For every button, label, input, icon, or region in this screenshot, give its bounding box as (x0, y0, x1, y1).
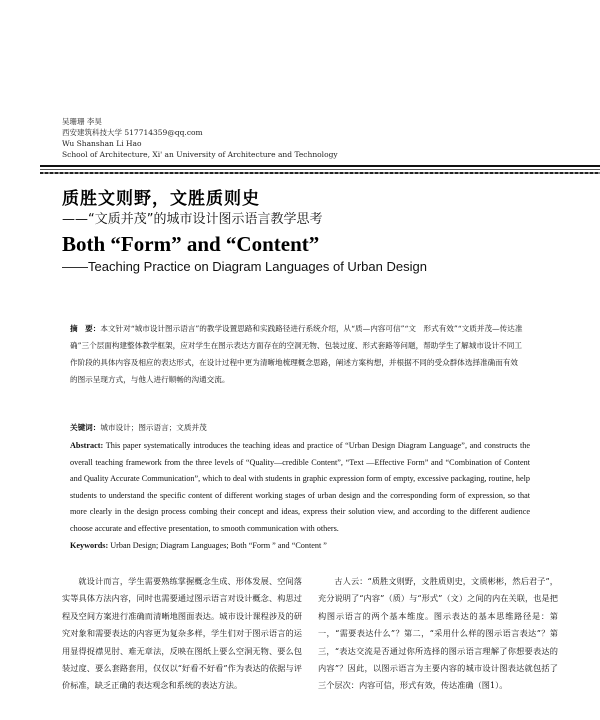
keywords-en-label: Keywords: (70, 541, 109, 550)
keywords-cn (70, 422, 207, 433)
subtitle-en: ——Teaching Practice on Diagram Languages of Urban Design (62, 259, 427, 274)
keywords-en (70, 541, 327, 550)
header-rule-thick (40, 165, 600, 167)
abstract-en (70, 438, 530, 538)
header-rule-thin (40, 169, 600, 170)
keywords-cn-text: 城市设计；图示语言；文质并茂 (100, 423, 207, 432)
body-column-left (62, 573, 302, 695)
body-paragraph-right: 古人云：“质胜文则野，文胜质则史，文质彬彬，然后君子”，充分说明了“内容”（质）与“形式”（文）之间的内在关联，也是把构图示语言的两个基本维度。图示表达的基本思维路径是：第一，“需要表达什么”？第二，“采用什么样的图示语言表达”？第三，“表达交流是否通过你所选择的图示语言理解了你想要表达的内容”？因此，以图示语言为主要内容的城市设计图表达就包括了三个层次：内容可信，形式有效，传达准确（图1）。 (318, 576, 558, 691)
author-names-cn: 吴珊珊 李昊 (62, 117, 102, 126)
affiliation-cn: 西安建筑科技大学 517714359@qq.com (62, 128, 203, 137)
abstract-cn-label: 摘 要： (70, 324, 101, 333)
author-block (62, 116, 338, 160)
body-column-right (318, 573, 558, 695)
abstract-cn-text: 本文针对“城市设计图示语言”的教学设置思路和实践路径进行系统介绍，从“质—内容可信”“文 形式有效”“文质并茂—传达准确”三个层面构建整体教学框架，应对学生在图示表达方面存在的空洞无物、包装过度、形式套路等问题，帮助学生了解城市设计不同工作阶段的具体内容及相应的表达形式，在设计过程中更为清晰地梳理概念思路，阐述方案构想，并根据不同的受众群体选择准确而有效的图示呈现方式，与他人进行顺畅的沟通交流。 (70, 324, 523, 384)
body-paragraph-left: 就设计而言，学生需要熟练掌握概念生成、形体发展、空间落实等具体方法内容，同时也需要通过图示语言对设计概念、构思过程及空间方案进行准确而清晰地图面表达。城市设计课程涉及的研究对象和需要表达的内容更为复杂多样，学生们对于图示语言的运用显得捉襟见肘、难无章法，反映在图纸上要么空洞无物、要么包装过度、要么套路套用，仅仅以“好看不好看”作为表达的依据与评价标准，缺乏正确的表达观念和系统的表达方法。 (62, 576, 302, 691)
abstract-en-text: This paper systematically introduces the teaching ideas and practice of “Urban Design Diagram Language”, and constructs the overall teaching framework from the three levels of “Quality—credible Content”, “Text —Effective Form” and “Combination of Content and Quality Accurate Communication”, which to deal with students in graphic expression form of empty, excessive packaging, routine, help students to understand the specific content of different working stages of urban design and the corresponding form of expression, so that more clearly in the design process combing their concept and ideas, express their solution view, and according to the different audience choose accurate and effective presentation, to smooth communication with others. (70, 441, 530, 533)
title-en: Both “Form” and “Content” (62, 232, 320, 256)
author-names-en: Wu Shanshan Li Hao (62, 139, 142, 148)
keywords-en-text: Urban Design; Diagram Languages; Both “Form ” and “Content ” (110, 541, 327, 550)
keywords-cn-label: 关键词： (70, 423, 101, 432)
abstract-en-label: Abstract: (70, 441, 104, 450)
affiliation-en: School of Architecture, Xi' an University of Architecture and Technology (62, 150, 338, 159)
subtitle-cn: ——“文质并茂”的城市设计图示语言教学思考 (62, 212, 323, 227)
abstract-cn (70, 320, 525, 388)
title-cn: 质胜文则野，文胜质则史 (62, 189, 260, 209)
header-rule-dotted (40, 172, 600, 174)
